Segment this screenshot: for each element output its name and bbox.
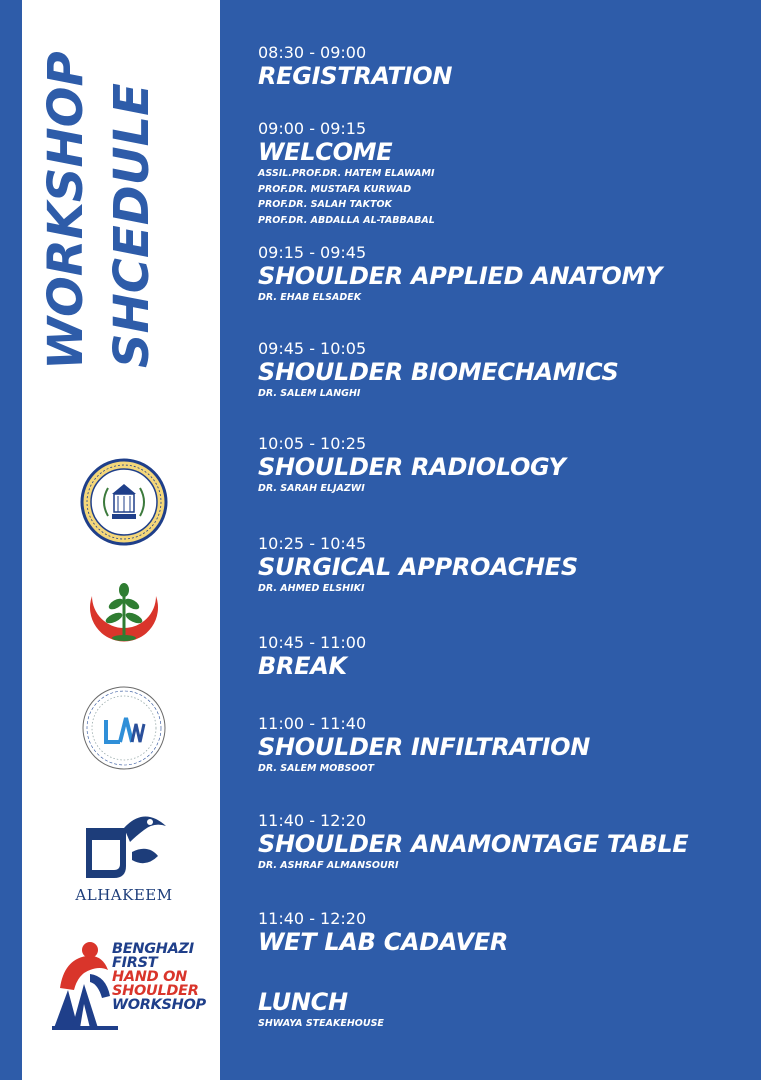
schedule-speaker: DR. SALEM MOBSOOT [258,763,375,774]
schedule-time: 10:45 - 11:00 [258,633,367,652]
schedule-speaker: ASSIL.PROF.DR. HATEM ELAWAMI [258,168,435,179]
schedule-topic: WET LAB CADAVER [258,928,509,956]
schedule-item [258,120,748,228]
schedule-speaker: DR. SALEM LANGHI [258,388,361,399]
schedule-item [258,44,748,90]
schedule-item [258,910,748,956]
schedule-time: 10:25 - 10:45 [258,534,367,553]
schedule-item [258,634,748,680]
schedule-topic: WELCOME [258,138,393,166]
schedule-item [258,435,748,497]
schedule-topic: LUNCH [258,988,348,1016]
left-border [0,0,22,1080]
mortar-leaf-icon [74,808,174,888]
bfh-line-2: FIRST [112,955,158,971]
schedule-speaker: DR. AHMED ELSHIKI [258,583,365,594]
bfh-line-3: HAND ON [112,969,187,985]
schedule-time: 09:45 - 10:05 [258,339,367,358]
schedule-speaker: DR. SARAH ELJAZWI [258,483,365,494]
schedule-topic: SHOULDER ANAMONTAGE TABLE [258,830,689,858]
schedule-item [258,715,748,777]
schedule-time: 11:40 - 12:20 [258,909,367,928]
schedule-time: 10:05 - 10:25 [258,434,367,453]
bfh-line-4: SHOULDER [112,983,199,999]
shoulder-figure-icon [50,940,120,1032]
schedule-item [258,988,748,1032]
schedule-speaker: DR. EHAB ELSADEK [258,292,362,303]
schedule-item [258,535,748,597]
benghazi-workshop-text [112,942,208,1012]
schedule-topic: SURGICAL APPROACHES [258,553,578,581]
schedule-speaker: PROF.DR. SALAH TAKTOK [258,199,392,210]
schedule-item [258,340,748,402]
schedule-speaker: PROF.DR. MUSTAFA KURWAD [258,183,412,195]
schedule-time: 11:40 - 12:20 [258,811,367,830]
schedule-speaker: DR. ASHRAF ALMANSOURI [258,860,399,871]
schedule-item [258,812,748,874]
schedule-time: 08:30 - 09:00 [258,43,367,62]
title-schedule: SHCEDULE [104,83,160,368]
benghazi-workshop-logo [50,940,205,1032]
bfh-line-1: BENGHAZI [112,941,194,957]
bfh-line-5: WORKSHOP [112,997,206,1013]
schedule-topic: BREAK [258,652,347,680]
schedule-time: 09:15 - 09:45 [258,243,367,262]
schedule-speaker: SHWAYA STEAKEHOUSE [258,1018,384,1029]
schedule-time: 09:00 - 09:15 [258,119,367,138]
society-circle-logo [80,684,168,772]
crescent-plant-logo [78,576,170,660]
alhakeem-text: ALHAKEEM [75,886,173,904]
schedule-item [258,244,748,306]
schedule-speaker: PROF.DR. ABDALLA AL-TABBABAL [258,214,435,226]
schedule-time: 11:00 - 11:40 [258,714,367,733]
university-seal-logo [80,458,168,546]
schedule-topic: SHOULDER BIOMECHAMICS [258,358,619,386]
alhakeem-logo [74,808,174,908]
schedule-topic: SHOULDER INFILTRATION [258,733,590,761]
schedule-topic: REGISTRATION [258,62,453,90]
schedule-topic: SHOULDER APPLIED ANATOMY [258,262,663,290]
schedule-topic: SHOULDER RADIOLOGY [258,453,566,481]
title-workshop: WORKSHOP [38,51,94,370]
